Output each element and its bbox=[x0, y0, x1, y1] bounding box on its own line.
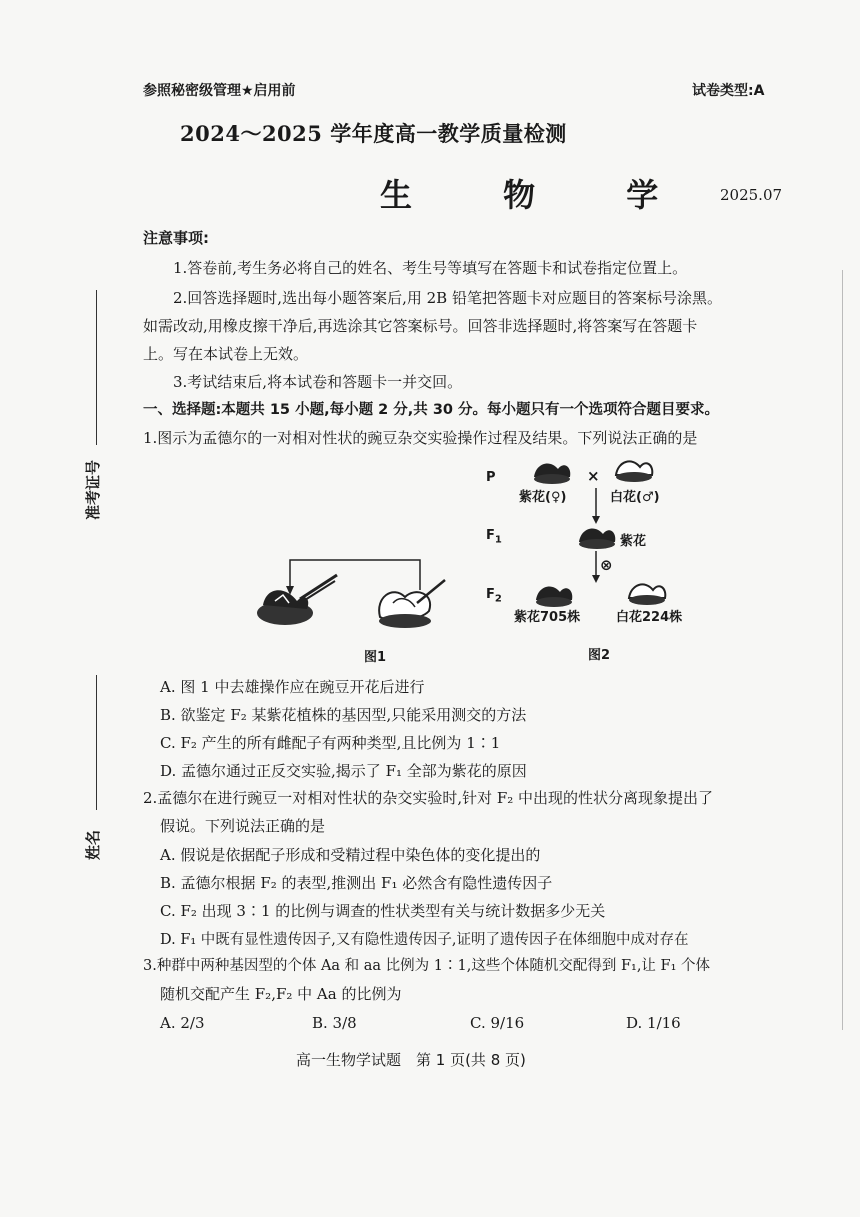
fig2-white-parent-icon bbox=[612, 453, 657, 483]
fig2-f2-white-count: 白花224株 bbox=[616, 610, 683, 625]
section-1-heading: 一、选择题:本题共 15 小题,每小题 2 分,共 30 分。每小题只有一个选项符合题目要求。 bbox=[143, 402, 720, 418]
notice-item-2-line3: 上。写在本试卷上无效。 bbox=[143, 345, 309, 363]
page-footer: 高一生物学试题 第 1 页(共 8 页) bbox=[296, 1051, 526, 1069]
q3-option-c: C. 9/16 bbox=[470, 1014, 525, 1032]
notice-item-1: 1.答卷前,考生务必将自己的姓名、考生号等填写在答题卡和试卷指定位置上。 bbox=[173, 259, 688, 277]
fig2-parent-female: 紫花(♀) bbox=[519, 490, 567, 505]
q2-option-d: D. F₁ 中既有显性遗传因子,又有隐性遗传因子,证明了遗传因子在体细胞中成对存在 bbox=[160, 932, 689, 948]
name-label: 姓名 bbox=[84, 829, 102, 860]
fig2-f1-plant-icon bbox=[575, 520, 620, 550]
exam-id-label: 准考证号 bbox=[84, 459, 102, 520]
secrecy-label: 参照秘密级管理★启用前 bbox=[143, 83, 296, 99]
q1-option-b: B. 欲鉴定 F₂ 某紫花植株的基因型,只能采用测交的方法 bbox=[160, 706, 527, 724]
fig1-connector-arrow bbox=[286, 560, 420, 595]
q1-stem: 1.图示为孟德尔的一对相对性状的豌豆杂交实验操作过程及结果。下列说法正确的是 bbox=[143, 429, 698, 447]
q2-stem-line1: 2.孟德尔在进行豌豆一对相对性状的杂交实验时,针对 F₂ 中出现的性状分离现象提出了 bbox=[143, 789, 714, 807]
paper-type-label: 试卷类型:A bbox=[692, 83, 765, 99]
q1-option-c: C. F₂ 产生的所有雌配子有两种类型,且比例为 1∶1 bbox=[160, 734, 501, 752]
name-line bbox=[96, 675, 97, 810]
figure-1 bbox=[245, 555, 460, 635]
fig2-purple-parent-icon bbox=[530, 455, 575, 485]
subject-title: 生 物 学 bbox=[380, 176, 699, 214]
exam-title: 2024～2025 学年度高一教学质量检测 bbox=[180, 121, 567, 146]
notice-item-2-line1: 2.回答选择题时,选出每小题答案后,用 2B 铅笔把答题卡对应题目的答案标号涂黑。 bbox=[173, 289, 722, 307]
fig1-flower-right-icon bbox=[379, 580, 445, 628]
q3-stem-line1: 3.种群中两种基因型的个体 Aa 和 aa 比例为 1∶1,这些个体随机交配得到 F₁,让 F₁ 个体 bbox=[143, 958, 711, 974]
fig2-self-symbol: ⊗ bbox=[600, 556, 613, 574]
fig2-f2-white-icon bbox=[625, 576, 670, 606]
q3-option-d: D. 1/16 bbox=[626, 1014, 681, 1032]
fig2-arrow-p-to-f1 bbox=[590, 488, 602, 524]
q3-option-a: A. 2/3 bbox=[160, 1014, 205, 1032]
notice-item-2-line2: 如需改动,用橡皮擦干净后,再选涂其它答案标号。回答非选择题时,将答案写在答题卡 bbox=[143, 317, 698, 335]
fig2-f1-label: $F_1$ bbox=[486, 528, 502, 546]
notice-item-3: 3.考试结束后,将本试卷和答题卡一并交回。 bbox=[173, 373, 463, 391]
exam-date: 2025.07 bbox=[720, 186, 783, 204]
q3-stem-line2: 随机交配产生 F₂,F₂ 中 Aa 的比例为 bbox=[160, 985, 402, 1003]
q2-option-b: B. 孟德尔根据 F₂ 的表型,推测出 F₁ 必然含有隐性遗传因子 bbox=[160, 874, 553, 892]
q1-option-d: D. 孟德尔通过正反交实验,揭示了 F₁ 全部为紫花的原因 bbox=[160, 762, 527, 780]
fig2-f2-purple-count: 紫花705株 bbox=[514, 610, 581, 625]
q3-option-b: B. 3/8 bbox=[312, 1014, 357, 1032]
fig2-f2-label: $F_2$ bbox=[486, 587, 502, 605]
q2-option-a: A. 假说是依据配子形成和受精过程中染色体的变化提出的 bbox=[160, 846, 541, 864]
page-edge-line bbox=[842, 270, 843, 1030]
fig2-f1-phenotype: 紫花 bbox=[620, 534, 647, 549]
fig1-caption: 图1 bbox=[364, 650, 387, 665]
fig2-p-label: P bbox=[486, 470, 496, 485]
exam-id-line bbox=[96, 290, 97, 445]
fig2-f2-purple-icon bbox=[532, 578, 577, 608]
q2-stem-line2: 假说。下列说法正确的是 bbox=[160, 817, 326, 835]
fig2-parent-male: 白花(♂) bbox=[610, 490, 660, 505]
fig1-flower-left-icon bbox=[257, 575, 337, 625]
fig2-cross-symbol: × bbox=[587, 467, 600, 485]
q1-option-a: A. 图 1 中去雄操作应在豌豆开花后进行 bbox=[160, 678, 425, 696]
fig2-caption: 图2 bbox=[588, 648, 611, 663]
notice-heading: 注意事项: bbox=[143, 229, 209, 247]
q2-option-c: C. F₂ 出现 3∶1 的比例与调查的性状类型有关与统计数据多少无关 bbox=[160, 902, 606, 920]
